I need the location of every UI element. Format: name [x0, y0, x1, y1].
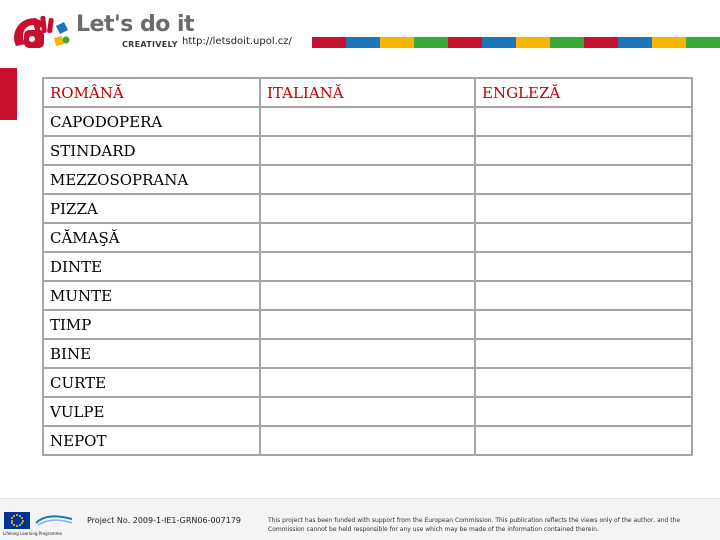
romana-cell: STINDARD [43, 136, 260, 165]
table-row [43, 194, 692, 223]
funding-disclaimer: This project has been funded with support from the European Commission. This publication reflects the views only of the author, and the Commission cannot be held responsible for any use which may be made of the information contained therein. [268, 517, 681, 533]
italiana-cell[interactable] [260, 397, 475, 426]
table-row [43, 368, 692, 397]
vocabulary-table [42, 77, 693, 456]
italiana-cell[interactable] [260, 281, 475, 310]
llp-logo-icon [34, 513, 74, 527]
romana-cell: PIZZA [43, 194, 260, 223]
stripe-segment [312, 37, 346, 48]
eu-star-icon [19, 524, 21, 526]
engleza-cell[interactable] [475, 339, 692, 368]
table-row [43, 397, 692, 426]
color-stripe [312, 37, 720, 48]
eu-star-icon [13, 524, 15, 526]
romana-cell: MEZZOSOPRANA [43, 165, 260, 194]
italiana-cell[interactable] [260, 310, 475, 339]
romana-cell: CĂMAŞĂ [43, 223, 260, 252]
table-row [43, 310, 692, 339]
engleza-cell[interactable] [475, 368, 692, 397]
llp-caption: Lifelong Learning Programme [3, 531, 62, 536]
romana-cell: BINE [43, 339, 260, 368]
eu-star-icon [22, 520, 24, 522]
stripe-segment [550, 37, 584, 48]
engleza-cell[interactable] [475, 397, 692, 426]
hand-logo-icon [10, 12, 72, 52]
stripe-segment [346, 37, 380, 48]
stripe-segment [686, 37, 720, 48]
romana-cell: CURTE [43, 368, 260, 397]
logo-title: Let's do it [76, 12, 195, 37]
stripe-segment [414, 37, 448, 48]
header-cell-italiana: ITALIANĂ [260, 78, 475, 107]
header-cell-romana: ROMÂNĂ [43, 78, 260, 107]
stripe-segment [380, 37, 414, 48]
engleza-cell[interactable] [475, 281, 692, 310]
eu-star-icon [21, 517, 23, 519]
romana-cell: TIMP [43, 310, 260, 339]
stripe-segment [652, 37, 686, 48]
table-header-row [43, 78, 692, 107]
italiana-cell[interactable] [260, 165, 475, 194]
stripe-segment [584, 37, 618, 48]
romana-cell: DINTE [43, 252, 260, 281]
italiana-cell[interactable] [260, 368, 475, 397]
engleza-cell[interactable] [475, 136, 692, 165]
table-row [43, 223, 692, 252]
stripe-segment [618, 37, 652, 48]
eu-star-icon [11, 517, 13, 519]
table-row [43, 339, 692, 368]
italiana-cell[interactable] [260, 194, 475, 223]
stripe-segment [516, 37, 550, 48]
italiana-cell[interactable] [260, 339, 475, 368]
romana-cell: MUNTE [43, 281, 260, 310]
italiana-cell[interactable] [260, 426, 475, 455]
eu-star-icon [16, 525, 18, 527]
engleza-cell[interactable] [475, 310, 692, 339]
table-row [43, 281, 692, 310]
romana-cell: NEPOT [43, 426, 260, 455]
table-row [43, 426, 692, 455]
table-row [43, 136, 692, 165]
romana-cell: CAPODOPERA [43, 107, 260, 136]
eu-flag-icon [4, 512, 30, 529]
table-row [43, 107, 692, 136]
header-cell-engleza: ENGLEZĂ [475, 78, 692, 107]
engleza-cell[interactable] [475, 165, 692, 194]
italiana-cell[interactable] [260, 223, 475, 252]
engleza-cell[interactable] [475, 223, 692, 252]
romana-cell: VULPE [43, 397, 260, 426]
stripe-segment [482, 37, 516, 48]
italiana-cell[interactable] [260, 252, 475, 281]
engleza-cell[interactable] [475, 194, 692, 223]
letsdoit-logo [10, 10, 195, 52]
stripe-segment [448, 37, 482, 48]
engleza-cell[interactable] [475, 426, 692, 455]
eu-star-icon [21, 522, 23, 524]
table-row [43, 252, 692, 281]
italiana-cell[interactable] [260, 136, 475, 165]
left-accent-tab [0, 68, 17, 120]
engleza-cell[interactable] [475, 107, 692, 136]
eu-star-icon [16, 514, 18, 516]
project-number: Project No. 2009-1-IE1-GRN06-007179 [87, 516, 241, 525]
table-row [43, 165, 692, 194]
logo-subtitle: CREATIVELY [122, 40, 178, 49]
italiana-cell[interactable] [260, 107, 475, 136]
header-url[interactable]: http://letsdoit.upol.cz/ [182, 36, 292, 47]
engleza-cell[interactable] [475, 252, 692, 281]
eu-star-icon [11, 520, 13, 522]
eu-star-icon [13, 515, 15, 517]
